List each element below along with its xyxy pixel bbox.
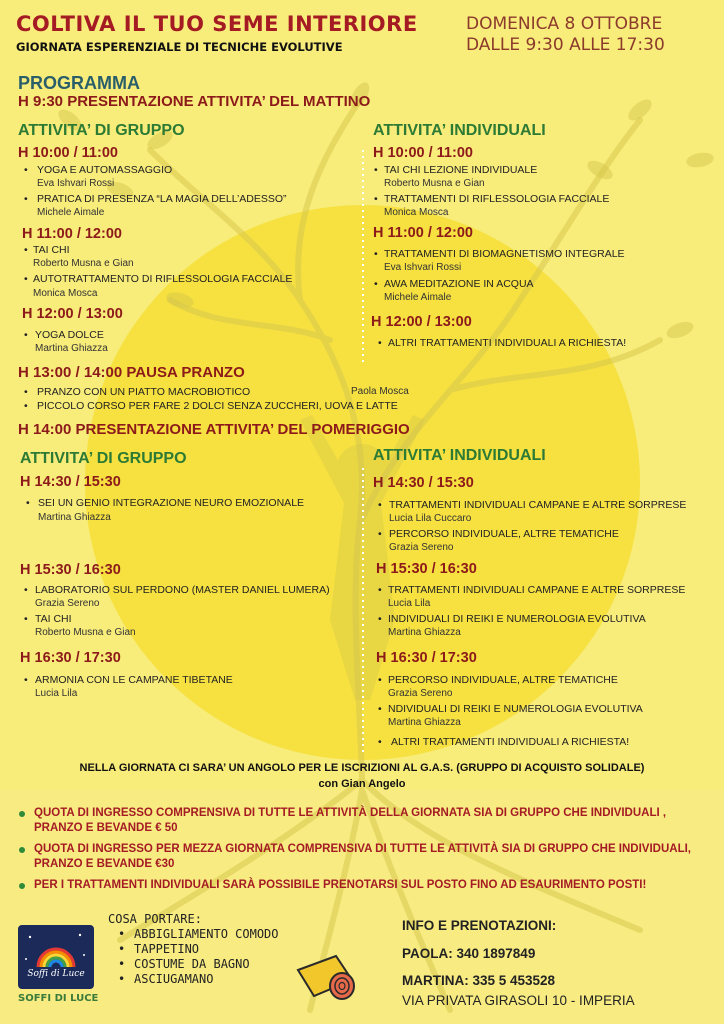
- activity-title: ARMONIA CON LE CAMPANE TIBETANE: [35, 674, 233, 686]
- yoga-mat-icon: [292, 950, 364, 1002]
- programma-heading: PROGRAMMA: [18, 73, 140, 93]
- column-divider-afternoon: [360, 468, 366, 753]
- activity-person: Roberto Musna e Gian: [33, 258, 134, 269]
- price-half-day: QUOTA DI INGRESSO PER MEZZA GIORNATA COMPRENSIVA DI TUTTE LE ATTIVITÀ SIA DI GRUPPO CHE INDIVIDUALI, PRANZO E BEVANDE €30: [34, 843, 692, 870]
- slot-time: H 14:30 / 15:30: [373, 475, 474, 491]
- activity-person: Grazia Sereno: [389, 542, 454, 553]
- activity-title: ALTRI TRATTAMENTI INDIVIDUALI A RICHIESTA!: [391, 736, 630, 748]
- morning-group-title: ATTIVITA’ DI GRUPPO: [18, 122, 185, 139]
- logo-inner-text: Soffi di Luce: [27, 969, 85, 979]
- activity-person: Eva Ishvari Rossi: [384, 262, 462, 273]
- activity-title: TRATTAMENTI INDIVIDUALI CAMPANE E ALTRE SORPRESE: [389, 499, 687, 511]
- lunch-time: H 13:00 / 14:00 PAUSA PRANZO: [18, 364, 245, 381]
- bullet: •: [378, 674, 382, 686]
- slot-time: H 14:30 / 15:30: [20, 474, 121, 490]
- bullet: •: [24, 584, 28, 596]
- activity-title: YOGA DOLCE: [35, 329, 104, 341]
- activity-person: Martina Ghiazza: [388, 717, 461, 728]
- activity-person: Lucia Lila: [35, 688, 78, 699]
- activity-title: TAI CHI: [35, 613, 72, 625]
- activity-person: Grazia Sereno: [35, 598, 100, 609]
- slot-time: H 10:00 / 11:00: [373, 145, 473, 161]
- afternoon-intro: H 14:00 PRESENTAZIONE ATTIVITA’ DEL POMERIGGIO: [18, 421, 410, 438]
- bullet: •: [24, 674, 28, 686]
- venue-address: VIA PRIVATA GIRASOLI 10 - IMPERIA: [402, 993, 635, 1008]
- activity-title: TRATTAMENTI DI RIFLESSOLOGIA FACCIALE: [384, 193, 610, 205]
- price-bullet: [19, 811, 25, 817]
- contact-martina[interactable]: MARTINA: 335 5 453528: [402, 973, 556, 988]
- lunch-course: PICCOLO CORSO PER FARE 2 DOLCI SENZA ZUCCHERI, UOVA E LATTE: [37, 400, 398, 412]
- activity-person: Roberto Musna e Gian: [35, 627, 136, 638]
- contact-paola[interactable]: PAOLA: 340 1897849: [402, 946, 536, 961]
- bullet: •: [24, 400, 28, 412]
- activity-person: Michele Aimale: [37, 207, 105, 218]
- activity-title: ALTRI TRATTAMENTI INDIVIDUALI A RICHIESTA!: [388, 337, 627, 349]
- info-title: INFO E PRENOTAZIONI:: [402, 918, 557, 933]
- bring-item: COSTUME DA BAGNO: [134, 957, 250, 971]
- slot-time: H 11:00 / 12:00: [373, 225, 473, 241]
- morning-indiv-title: ATTIVITA’ INDIVIDUALI: [373, 122, 546, 139]
- activity-title: PERCORSO INDIVIDUALE, ALTRE TEMATICHE: [388, 674, 618, 686]
- bullet: •: [374, 193, 378, 205]
- price-bullet: [19, 883, 25, 889]
- lunch-person: Paola Mosca: [351, 386, 409, 397]
- bullet: •: [378, 337, 382, 349]
- bullet: •: [378, 528, 382, 540]
- price-bullet: [19, 847, 25, 853]
- bring-bullet: •: [118, 957, 126, 971]
- bullet: •: [26, 497, 30, 509]
- bullet: •: [374, 278, 378, 290]
- bring-item: TAPPETINO: [134, 942, 200, 956]
- bring-bullet: •: [118, 927, 126, 941]
- activity-person: Eva Ishvari Rossi: [37, 178, 115, 189]
- bullet: •: [24, 613, 28, 625]
- column-divider-morning: [360, 150, 366, 365]
- bring-bullet: •: [118, 972, 126, 986]
- bullet: •: [24, 164, 28, 176]
- activity-person: Martina Ghiazza: [35, 343, 108, 354]
- lunch-item: PRANZO CON UN PIATTO MACROBIOTICO: [37, 386, 251, 398]
- activity-title: AWA MEDITAZIONE IN ACQUA: [384, 278, 534, 290]
- bullet: •: [24, 273, 28, 285]
- activity-person: Grazia Sereno: [388, 688, 453, 699]
- poster-title: COLTIVA IL TUO SEME INTERIORE: [16, 12, 418, 36]
- poster-subtitle: GIORNATA ESPERENZIALE DI TECNICHE EVOLUTIVE: [16, 40, 343, 54]
- bullet: •: [378, 613, 382, 625]
- slot-time: H 16:30 / 17:30: [376, 650, 477, 666]
- bullet: •: [24, 244, 28, 256]
- bullet: •: [378, 499, 382, 511]
- activity-title: PERCORSO INDIVIDUALE, ALTRE TEMATICHE: [389, 528, 619, 540]
- slot-time: H 16:30 / 17:30: [20, 650, 121, 666]
- activity-person: Martina Ghiazza: [38, 512, 111, 523]
- bullet: •: [24, 329, 28, 341]
- activity-title: INDIVIDUALI DI REIKI E NUMEROLOGIA EVOLUTIVA: [388, 613, 646, 625]
- activity-person: Monica Mosca: [33, 288, 98, 299]
- slot-time: H 10:00 / 11:00: [18, 145, 118, 161]
- activity-person: Lucia Lila: [388, 598, 431, 609]
- activity-person: Lucia Lila Cuccaro: [389, 513, 472, 524]
- activity-title: YOGA E AUTOMASSAGGIO: [37, 164, 173, 176]
- activity-title: LABORATORIO SUL PERDONO (MASTER DANIEL LUMERA): [35, 584, 330, 596]
- activity-title: TRATTAMENTI DI BIOMAGNETISMO INTEGRALE: [384, 248, 625, 260]
- activity-title: AUTOTRATTAMENTO DI RIFLESSOLOGIA FACCIALE: [33, 273, 293, 285]
- bullet: •: [24, 386, 28, 398]
- morning-intro: H 9:30 PRESENTAZIONE ATTIVITA’ DEL MATTINO: [18, 93, 371, 110]
- slot-time: H 15:30 / 16:30: [20, 562, 121, 578]
- price-full-day: QUOTA DI INGRESSO COMPRENSIVA DI TUTTE LE ATTIVITÀ DELLA GIORNATA SIA DI GRUPPO CHE INDIVIDUALI , PRANZO E BEVANDE € 50: [34, 807, 667, 834]
- bring-bullet: •: [118, 942, 126, 956]
- bullet: •: [374, 164, 378, 176]
- booking-note: PER I TRATTAMENTI INDIVIDUALI SARÀ POSSIBILE PRENOTARSI SUL POSTO FINO AD ESAURIMENTO POSTI!: [34, 879, 647, 891]
- logo-caption: SOFFI DI LUCE: [18, 993, 99, 1004]
- bring-item: ABBIGLIAMENTO COMODO: [134, 927, 279, 941]
- activity-title: NDIVIDUALI DI REIKI E NUMEROLOGIA EVOLUTIVA: [388, 703, 643, 715]
- activity-title: TAI CHI LEZIONE INDIVIDUALE: [384, 164, 538, 176]
- slot-time: H 15:30 / 16:30: [376, 561, 477, 577]
- afternoon-group-title: ATTIVITA’ DI GRUPPO: [20, 450, 187, 467]
- bullet: •: [378, 584, 382, 596]
- activity-person: Michele Aimale: [384, 292, 452, 303]
- activity-person: Roberto Musna e Gian: [384, 178, 485, 189]
- activity-title: PRATICA DI PRESENZA “LA MAGIA DELL’ADESSO”: [37, 193, 287, 205]
- slot-time: H 12:00 / 13:00: [22, 306, 123, 322]
- rainbow-icon: [18, 925, 94, 989]
- activity-title: TAI CHI: [33, 244, 70, 256]
- bullet: •: [24, 193, 28, 205]
- activity-title: TRATTAMENTI INDIVIDUALI CAMPANE E ALTRE SORPRESE: [388, 584, 686, 596]
- event-hours: DALLE 9:30 ALLE 17:30: [466, 35, 665, 55]
- bullet: •: [378, 703, 382, 715]
- bullet: •: [374, 248, 378, 260]
- event-date: DOMENICA 8 OTTOBRE: [466, 14, 663, 34]
- activity-title: SEI UN GENIO INTEGRAZIONE NEURO EMOZIONALE: [38, 497, 305, 509]
- activity-person: Martina Ghiazza: [388, 627, 461, 638]
- activity-person: Monica Mosca: [384, 207, 449, 218]
- gas-contact: con Gian Angelo: [318, 778, 406, 790]
- slot-time: H 12:00 / 13:00: [371, 314, 472, 330]
- gas-notice: NELLA GIORNATA CI SARA’ UN ANGOLO PER LE ISCRIZIONI AL G.A.S. (GRUPPO DI ACQUISTO SOLIDALE): [79, 762, 645, 774]
- afternoon-indiv-title: ATTIVITA’ INDIVIDUALI: [373, 447, 546, 464]
- bring-title: COSA PORTARE:: [108, 912, 202, 926]
- soffi-di-luce-logo: [18, 925, 94, 989]
- bullet: •: [378, 736, 382, 748]
- slot-time: H 11:00 / 12:00: [22, 226, 122, 242]
- bring-item: ASCIUGAMANO: [134, 972, 214, 986]
